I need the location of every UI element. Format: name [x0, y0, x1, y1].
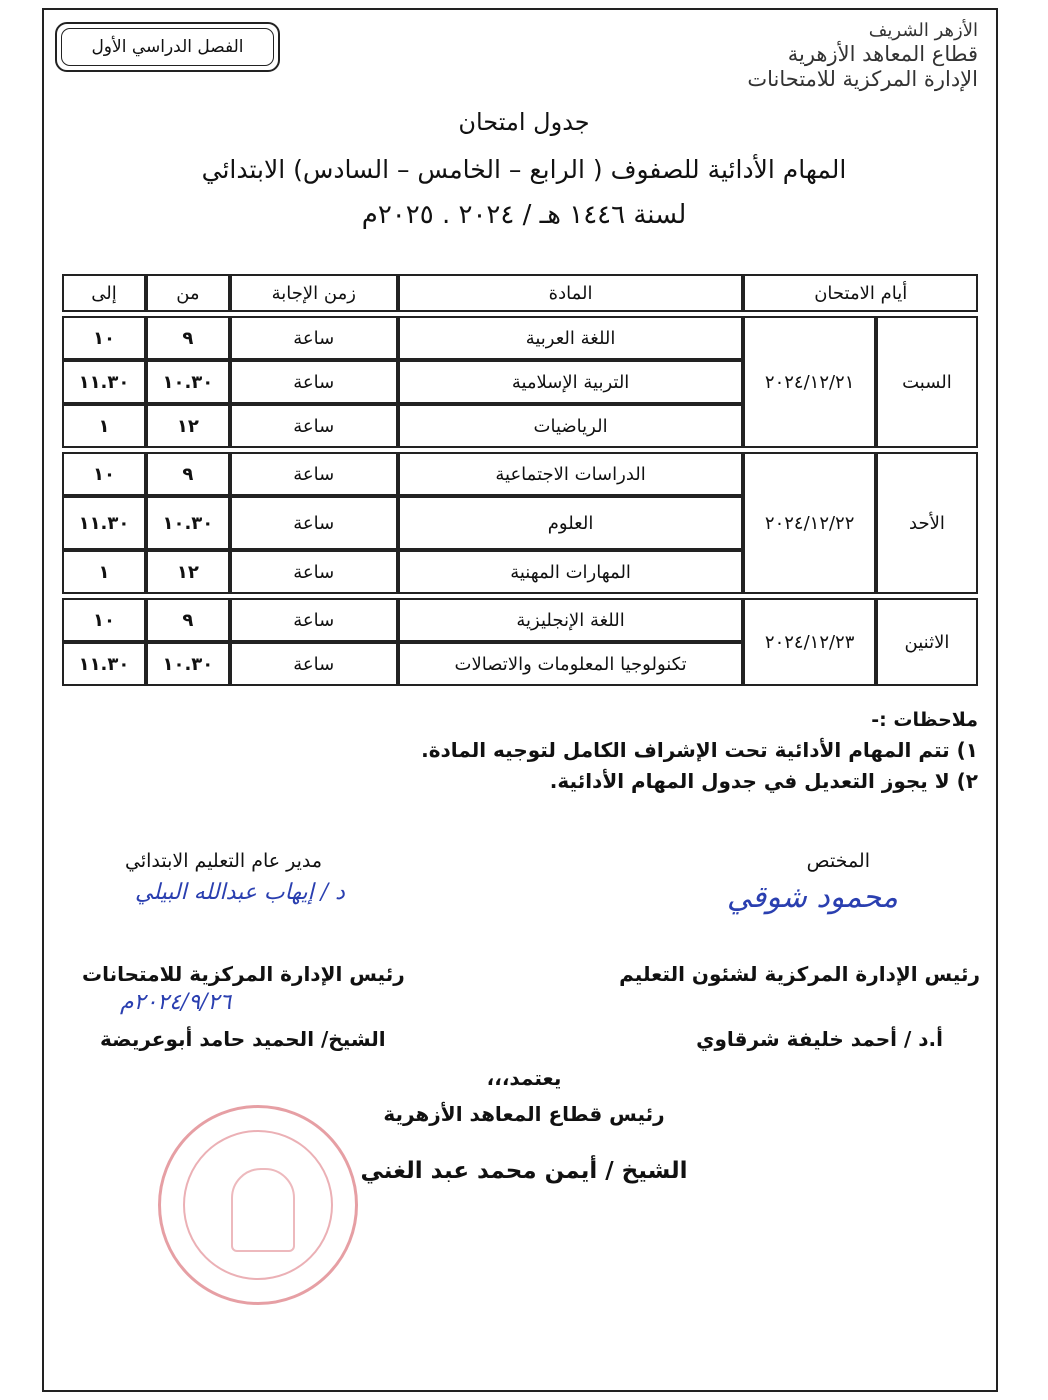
- specialist-signature: محمود شوقي: [726, 880, 898, 915]
- from-cell: ١٠.٣٠: [146, 642, 230, 686]
- exam-schedule-table: [62, 274, 978, 686]
- subject-cell: اللغة العربية: [398, 316, 744, 360]
- day-cell: السبت: [876, 316, 978, 448]
- table-row: [62, 452, 978, 496]
- education-head-title: رئيس الإدارة المركزية لشئون التعليم: [619, 962, 980, 986]
- to-cell: ١١.٣٠: [62, 642, 146, 686]
- from-cell: ٩: [146, 452, 230, 496]
- header-days: أيام الامتحان: [743, 274, 978, 312]
- duration-cell: ساعة: [230, 452, 398, 496]
- duration-cell: ساعة: [230, 598, 398, 642]
- duration-cell: ساعة: [230, 316, 398, 360]
- table-header-row: [62, 274, 978, 312]
- duration-cell: ساعة: [230, 404, 398, 448]
- from-cell: ١٢: [146, 404, 230, 448]
- notes-section: [421, 706, 978, 797]
- from-cell: ٩: [146, 598, 230, 642]
- to-cell: ١٠: [62, 598, 146, 642]
- exams-head-title: رئيس الإدارة المركزية للامتحانات: [82, 962, 405, 986]
- subject-cell: الدراسات الاجتماعية: [398, 452, 744, 496]
- header-to: إلى: [62, 274, 146, 312]
- subject-cell: المهارات المهنية: [398, 550, 744, 594]
- notes-title: ملاحظات :-: [871, 709, 978, 731]
- duration-cell: ساعة: [230, 360, 398, 404]
- note-item: ١) تتم المهام الأدائية تحت الإشراف الكامل لتوجيه المادة.: [421, 738, 978, 763]
- from-cell: ١٠.٣٠: [146, 360, 230, 404]
- specialist-title: المختص: [806, 850, 870, 872]
- table-row: [62, 598, 978, 642]
- semester-label: الفصل الدراسي الأول: [91, 37, 244, 57]
- to-cell: ١١.٣٠: [62, 360, 146, 404]
- duration-cell: ساعة: [230, 550, 398, 594]
- subject-cell: تكنولوجيا المعلومات والاتصالات: [398, 642, 744, 686]
- title-line-1: جدول امتحان: [458, 108, 590, 136]
- title-line-3: لسنة ١٤٤٦ هـ / ٢٠٢٤ . ٢٠٢٥م: [361, 200, 687, 230]
- subject-cell: العلوم: [398, 496, 744, 550]
- date-cell: ٢٠٢٤/١٢/٢٣: [743, 598, 875, 686]
- to-cell: ١١.٣٠: [62, 496, 146, 550]
- to-cell: ١: [62, 404, 146, 448]
- to-cell: ١: [62, 550, 146, 594]
- exams-head-name: الشيخ/ الحميد حامد أبوعريضة: [100, 1027, 386, 1051]
- semester-box: [55, 22, 280, 72]
- sector-head-title: رئيس قطاع المعاهد الأزهرية: [383, 1102, 665, 1126]
- subject-cell: الرياضيات: [398, 404, 744, 448]
- director-signature: د / إيهاب عبدالله البيلي: [135, 880, 345, 905]
- from-cell: ١٠.٣٠: [146, 496, 230, 550]
- header-subject: المادة: [398, 274, 744, 312]
- title-line-2: المهام الأدائية للصفوف ( الرابع – الخامس – السادس) الابتدائي: [201, 155, 847, 184]
- subject-cell: اللغة الإنجليزية: [398, 598, 744, 642]
- from-cell: ٩: [146, 316, 230, 360]
- official-stamp: [158, 1105, 358, 1305]
- subject-cell: التربية الإسلامية: [398, 360, 744, 404]
- duration-cell: ساعة: [230, 496, 398, 550]
- azhar-logo: الأزهر الشريف قطاع المعاهد الأزهرية الإدارة المركزية للامتحانات: [747, 20, 978, 91]
- table-row: [62, 316, 978, 360]
- day-cell: الاثنين: [876, 598, 978, 686]
- director-title: مدير عام التعليم الابتدائي: [125, 850, 323, 872]
- date-cell: ٢٠٢٤/١٢/٢١: [743, 316, 875, 448]
- exams-head-signature: ٢٠٢٤/٩/٢٦م: [120, 990, 232, 1015]
- duration-cell: ساعة: [230, 642, 398, 686]
- to-cell: ١٠: [62, 452, 146, 496]
- date-cell: ٢٠٢٤/١٢/٢٢: [743, 452, 875, 594]
- from-cell: ١٢: [146, 550, 230, 594]
- day-cell: الأحد: [876, 452, 978, 594]
- header-from: من: [146, 274, 230, 312]
- sector-head-name: الشيخ / أيمن محمد عبد الغني: [360, 1158, 688, 1184]
- to-cell: ١٠: [62, 316, 146, 360]
- note-item: ٢) لا يجوز التعديل في جدول المهام الأدائية.: [549, 769, 978, 794]
- education-head-name: أ.د / أحمد خليفة شرقاوي: [696, 1027, 943, 1051]
- header-duration: زمن الإجابة: [230, 274, 398, 312]
- approve-label: يعتمد،،،: [486, 1066, 562, 1090]
